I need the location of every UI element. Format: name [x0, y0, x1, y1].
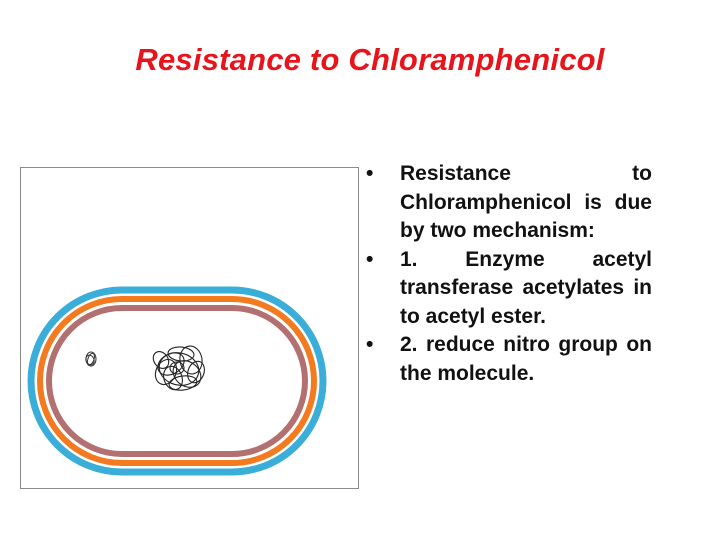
bullet-item-nitro-reduction — [366, 331, 652, 388]
bacterial-cell-diagram — [21, 168, 360, 490]
bullet-text: Resistance to Chloramphenicol is due by two mechanism: — [400, 162, 652, 242]
bullet-text: 1. Enzyme acetyl transferase acetylates in to acetyl ester. — [400, 247, 652, 328]
bullet-marker: • — [366, 247, 374, 271]
bacterial-cell-figure — [20, 167, 359, 489]
plasmid-icon — [84, 352, 96, 366]
bullet-marker: • — [366, 333, 374, 356]
chromosome-dna-icon — [150, 344, 207, 393]
bullet-marker: • — [366, 162, 374, 185]
bullet-list — [366, 160, 652, 388]
bullet-item-acetyl-transferase — [366, 246, 652, 332]
bullet-item-mechanisms — [366, 160, 652, 246]
slide-title: Resistance to Chloramphenicol — [135, 42, 605, 77]
bullet-text: 2. reduce nitro group on the molecule. — [400, 333, 652, 385]
